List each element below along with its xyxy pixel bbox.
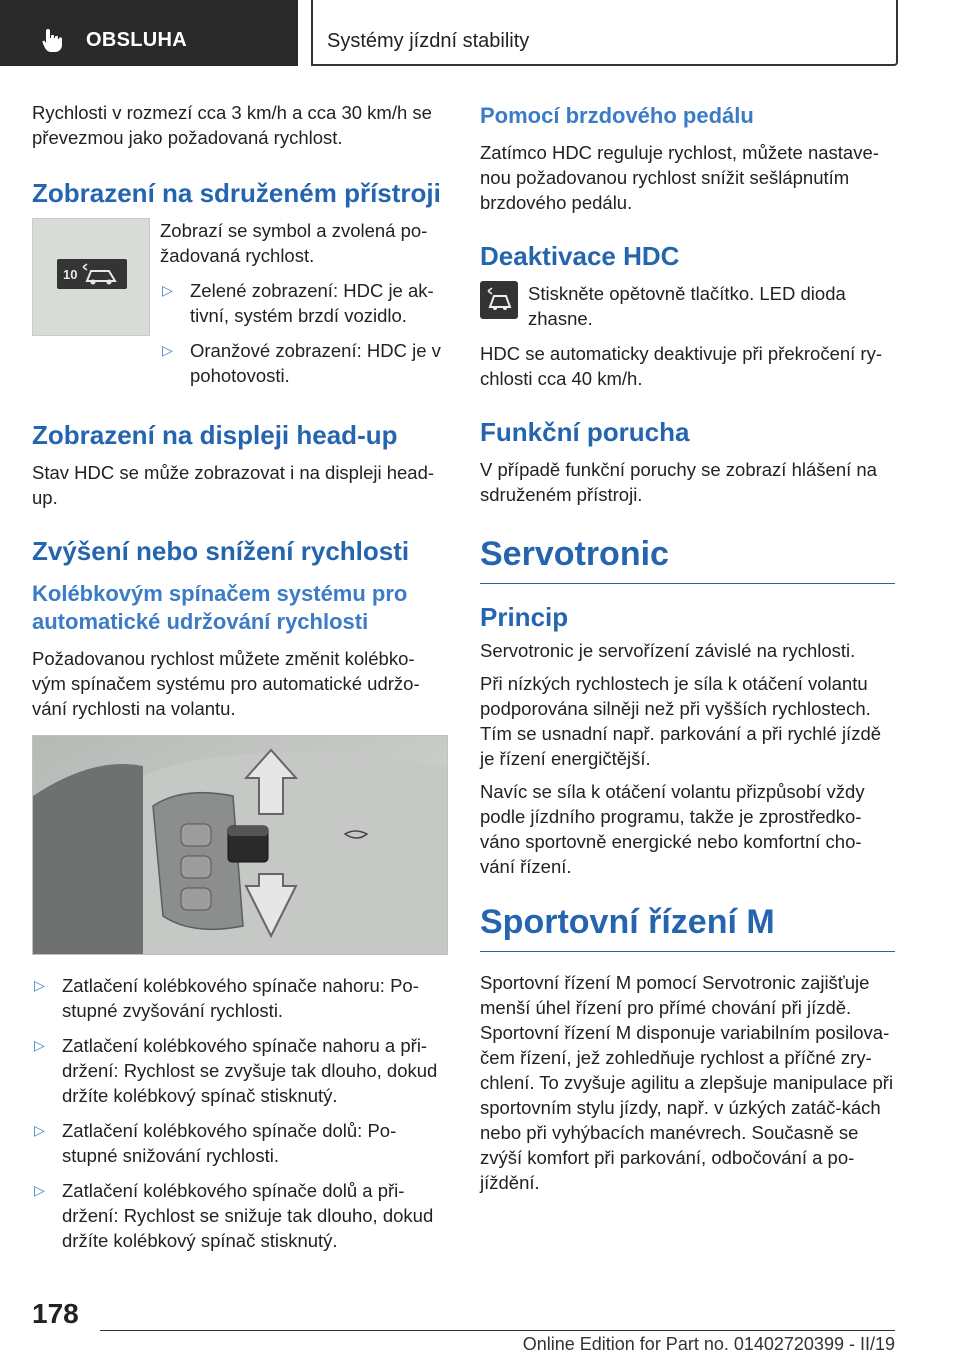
- list-item: ▷ Zatlačení kolébkového spínače dolů a při-držení: Rychlost se snižuje tak dlouho, dokud držíte kolébkový spínač stisknutý.: [34, 1180, 434, 1251]
- section-label: OBSLUHA: [86, 29, 187, 51]
- principle-paragraph-1: Servotronic je servořízení závislé na rychlosti.: [480, 640, 856, 661]
- cluster-symbol-image: [32, 218, 150, 336]
- heading-principle: Princip: [480, 602, 569, 632]
- triangle-bullet-icon: ▷: [34, 1037, 45, 1053]
- pedal-paragraph: Zatímco HDC reguluje rychlost, můžete nastave-nou požadovanou rychlost snížit sešlápnutím brzdového pedálu.: [480, 142, 879, 213]
- deactivate-paragraph: Stiskněte opětovně tlačítko. LED dioda zhasne.: [528, 283, 846, 329]
- rocker-bullet-list: [32, 973, 446, 1253]
- triangle-bullet-icon: ▷: [162, 342, 173, 358]
- triangle-bullet-icon: ▷: [162, 282, 173, 298]
- cluster-bullet-list: [160, 278, 446, 388]
- list-item: ▷ Zelené zobrazení: HDC je ak-tivní, systém brzdí vozidlo.: [162, 280, 434, 326]
- heading-malfunction: Funkční porucha: [480, 417, 690, 447]
- header-chapter-tab: [311, 0, 898, 66]
- deactivate-auto-paragraph: HDC se automaticky deaktivuje při překročení ry-chlosti cca 40 km/h.: [480, 343, 883, 389]
- rocker-paragraph: Požadovanou rychlost můžete změnit kolébko-vým spínačem systému pro automatické udržo-vání rychlosti na volantu.: [32, 648, 420, 719]
- triangle-bullet-icon: ▷: [34, 1122, 45, 1138]
- sport-steering-paragraph: Sportovní řízení M pomocí Servotronic zajišťuje menší úhel řízení pro přímé chování při jízdě. Sportovní řízení M disponuje variabilním posilova-čem řízení, jež zohledňuje rychlost a příčné zry-chlení. To zvyšuje agilitu a zlepšuje manipulace při sportovním stylu jízdy, např. v úzkých zatáč-kách nebo při vyhýbacích manévrech. Současně se zvýší komfort při parkování, odbočování a po-jíždění.: [480, 972, 894, 1193]
- steering-wheel-image: [32, 735, 448, 955]
- hdc-speed-number: 10: [63, 267, 78, 282]
- page-number: 178: [32, 1298, 79, 1329]
- heading-deactivate-hdc: Deaktivace HDC: [480, 241, 680, 271]
- heading-servotronic: Servotronic: [480, 533, 895, 584]
- right-column: [480, 100, 895, 1209]
- triangle-bullet-icon: ▷: [34, 1182, 45, 1198]
- hud-paragraph: Stav HDC se může zobrazovat i na displeji head-up.: [32, 462, 435, 508]
- list-item: ▷ Zatlačení kolébkového spínače nahoru: Po-stupné zvyšování rychlosti.: [34, 975, 419, 1021]
- hand-pointer-icon: [40, 27, 66, 53]
- footer-divider: [100, 1330, 895, 1331]
- intro-paragraph: Rychlosti v rozmezí cca 3 km/h a cca 30 km/h se převezmou jako požadovaná rychlost.: [32, 102, 432, 148]
- deactivate-block: [480, 281, 895, 331]
- cluster-block: [32, 218, 446, 398]
- malfunction-paragraph: V případě funkční poruchy se zobrazí hlášení na sdruženém přístroji.: [480, 459, 877, 505]
- heading-brake-pedal: Pomocí brzdového pedálu: [480, 103, 754, 128]
- heading-rocker-switch: Kolébkovým spínačem systému pro automatické udržování rychlosti: [32, 581, 408, 634]
- cluster-text-block: [160, 218, 446, 398]
- principle-paragraph-3: Navíc se síla k otáčení volantu přizpůsobí vždy podle jízdního programu, takže je zprostředko-váno sportovně energické nebo komfortní cho-vání řízení.: [480, 781, 865, 877]
- heading-sport-steering: Sportovní řízení M: [480, 901, 895, 952]
- cluster-description: Zobrazí se symbol a zvolená po-žadovaná rychlost.: [160, 220, 428, 266]
- hdc-button-icon: [480, 281, 518, 319]
- heading-cluster-display: Zobrazení na sdruženém přístroji: [32, 178, 441, 208]
- hdc-symbol-icon: [57, 259, 127, 289]
- principle-paragraph-2: Při nízkých rychlostech je síla k otáčení volantu podporována silněji než při vyšších rychlostech. Tím se usnadní např. parkování a při rychlé jízdě je řízení energičtější.: [480, 673, 882, 769]
- left-column: [32, 100, 446, 1263]
- heading-speed-change: Zvýšení nebo snížení rychlosti: [32, 536, 410, 566]
- heading-head-up-display: Zobrazení na displeji head-up: [32, 420, 398, 450]
- triangle-bullet-icon: ▷: [34, 977, 45, 993]
- header-section-tab: [0, 0, 298, 66]
- list-item: ▷ Zatlačení kolébkového spínače dolů: Po-stupné snižování rychlosti.: [34, 1120, 397, 1166]
- edition-note: Online Edition for Part no. 01402720399 - II/19: [522, 1334, 895, 1354]
- steering-wheel-illustration: [33, 736, 447, 954]
- list-item: ▷ Zatlačení kolébkového spínače nahoru a při-držení: Rychlost se zvyšuje tak dlouho, dokud držíte kolébkový spínač stisknutý.: [34, 1035, 438, 1106]
- list-item: ▷ Oranžové zobrazení: HDC je v pohotovosti.: [162, 340, 441, 386]
- chapter-label: Systémy jízdní stability: [327, 30, 530, 52]
